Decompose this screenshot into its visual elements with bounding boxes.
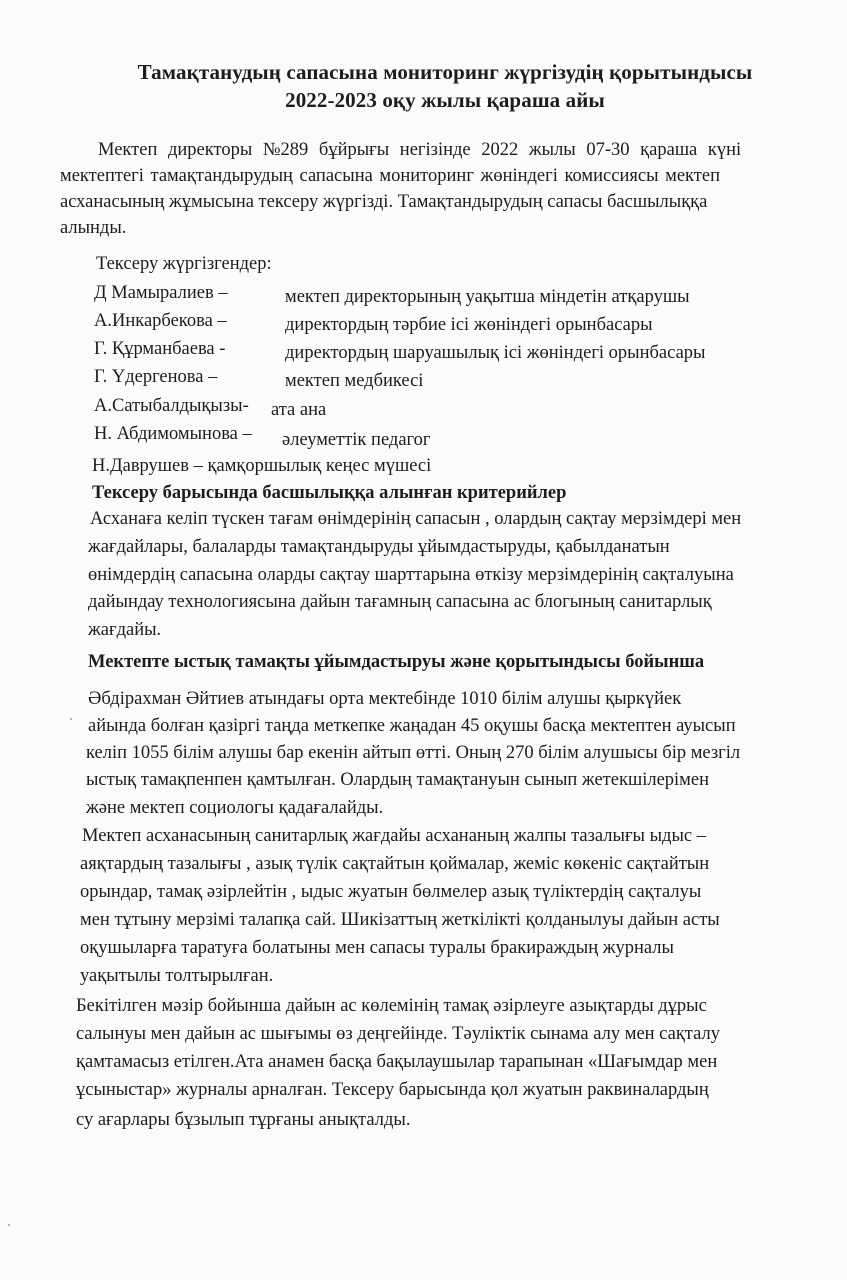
intro-line-3: асханасының жұмысына тексеру жүргізді. Тамақтандырудың сапасы басшылыққа	[60, 192, 708, 212]
inspector-name: А.Инкарбекова –	[94, 311, 227, 331]
intro-line-1: Мектеп директоры №289 бұйрығы негізінде 2022 жылы 07-30 қараша күні	[98, 140, 742, 160]
menu-line: салынуы мен дайын ас шығымы өз деңгейінде. Тәуліктік сынама алу мен сақталу	[76, 1024, 720, 1044]
menu-line: қамтамасыз етілген.Ата анамен басқа бақылаушылар тарапынан «Шағымдар мен	[76, 1052, 718, 1072]
hot-meal-line: ыстық тамақпенпен қамтылған. Олардың тамақтануын сынып жетекшілерімен	[86, 770, 709, 790]
scan-speck	[8, 1224, 10, 1226]
document-title-line-1: Тамақтанудың сапасына мониторинг жүргізудің қорытындысы	[137, 60, 753, 84]
hot-meal-heading: Мектепте ыстық тамақты ұйымдастыруы және қорытындысы бойынша	[88, 652, 705, 672]
intro-line-2: мектептегі тамақтандырудың сапасына мониторинг жөніндегі комиссиясы мектеп	[60, 166, 720, 186]
inspector-name: Г. Құрманбаева -	[94, 339, 226, 359]
criteria-line: дайындау технологиясына дайын тағамның сапасына ас блогының санитарлық	[88, 592, 712, 612]
inspector-last-line: Н.Даврушев – қамқоршылық кеңес мүшесі	[92, 456, 432, 476]
hot-meal-line: және мектеп социологы қадағалайды.	[86, 798, 384, 818]
inspector-role: ата ана	[271, 400, 327, 420]
inspector-role: директордың тәрбие ісі жөніндегі орынбасары	[285, 315, 653, 335]
menu-line: ұсыныстар» журналы арналған. Тексеру барысында қол жуатын раквиналардың	[76, 1080, 709, 1100]
inspector-name: Н. Абдимомынова –	[94, 424, 252, 444]
document-title-line-2: 2022-2023 оқу жылы қараша айы	[285, 88, 605, 112]
intro-line-4: алынды.	[60, 218, 127, 238]
criteria-heading: Тексеру барысында басшылыққа алынған критерийлер	[92, 483, 567, 503]
inspector-name: Д Мамыралиев –	[94, 283, 228, 303]
hot-meal-line: келіп 1055 білім алушы бар екенін айтып өтті. Оның 270 білім алушысы бір мезгіл	[86, 743, 741, 763]
criteria-line: жағдайы.	[88, 620, 162, 640]
hot-meal-line: айында болған қазіргі таңда меткепке жаңадан 45 оқушы басқа мектептен ауысып	[88, 716, 736, 736]
hot-meal-line: Әбдірахман Әйтиев атындағы орта мектебінде 1010 білім алушы қыркүйек	[88, 689, 682, 709]
sanitary-line: оқушыларға таратуға болатыны мен сапасы туралы бракираждың журналы	[80, 938, 674, 958]
inspector-role: мектеп медбикесі	[285, 371, 424, 391]
sanitary-line: аяқтардың тазалығы , азық түлік сақтайтын қоймалар, жеміс көкеніс сақтайтын	[80, 854, 710, 874]
criteria-line: Асханаға келіп түскен тағам өнімдерінің сапасын , олардың сақтау мерзімдері мен	[90, 509, 742, 529]
menu-line: Бекітілген мәзір бойынша дайын ас көлемінің тамақ әзірлеуге азықтарды дұрыс	[76, 996, 707, 1016]
inspector-role: директордың шаруашылық ісі жөніндегі орынбасары	[285, 343, 706, 363]
sanitary-line: мен тұтыну мерзімі талапқа сай. Шикізаттың жеткілікті қолданылуы дайын асты	[80, 910, 720, 930]
inspector-name: А.Сатыбалдықызы-	[94, 396, 249, 416]
inspector-role: әлеуметтік педагог	[282, 430, 431, 450]
inspector-name: Г. Үдергенова –	[94, 367, 218, 387]
inspectors-label: Тексеру жүргізгендер:	[96, 254, 272, 274]
criteria-line: өнімдердің сапасына оларды сақтау шарттарына өткізу мерзімдерінің сақталуына	[88, 565, 734, 585]
menu-line: су ағарлары бұзылып тұрғаны анықталды.	[76, 1110, 411, 1130]
sanitary-line: Мектеп асханасының санитарлық жағдайы асхананың жалпы тазалығы ыдыс –	[82, 826, 706, 846]
inspector-role: мектеп директорының уақытша міндетін атқарушы	[285, 287, 690, 307]
sanitary-line: орындар, тамақ әзірлейтін , ыдыс жуатын бөлмелер азық түліктердің сақталуы	[80, 882, 702, 902]
scan-speck	[70, 718, 72, 720]
criteria-line: жағдайлары, балаларды тамақтандыруды ұйымдастыруды, қабылданатын	[88, 537, 670, 557]
sanitary-line: уақытылы толтырылған.	[80, 966, 274, 986]
